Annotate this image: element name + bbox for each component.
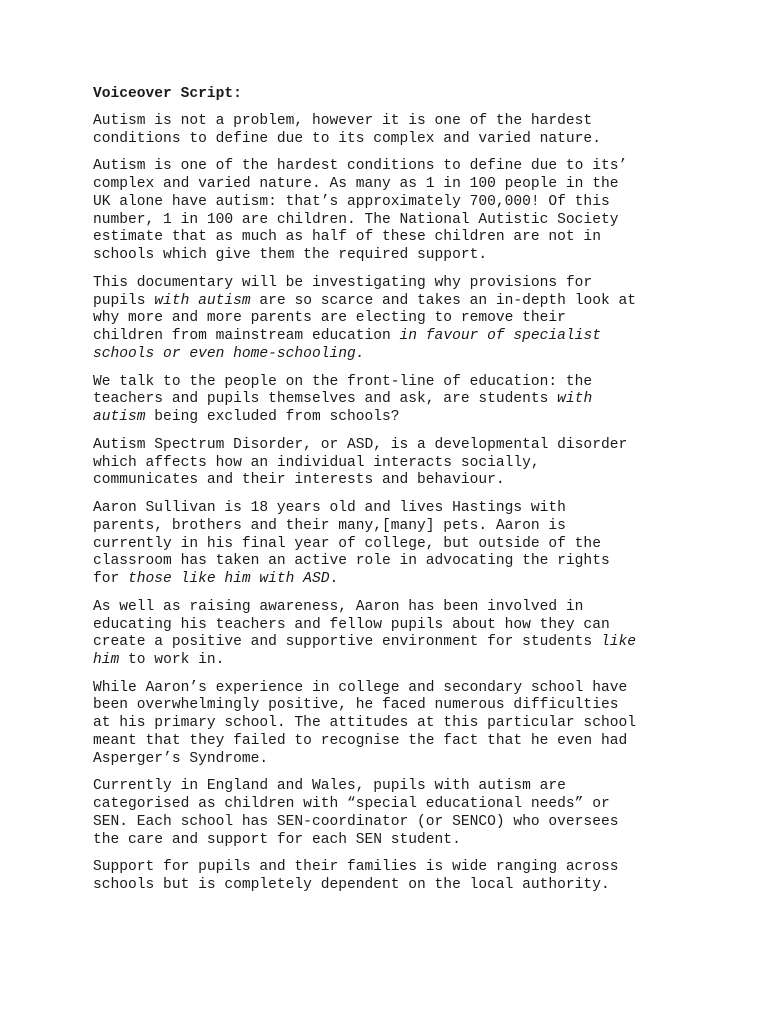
text-line (93, 229, 683, 247)
script-paragraph (93, 275, 683, 364)
text-line (93, 212, 683, 230)
text-line (93, 275, 683, 293)
text-segment: at his primary school. The attitudes at this particular school (93, 715, 636, 732)
text-segment: schools but is completely dependent on the local authority. (93, 877, 610, 894)
text-line (93, 374, 683, 392)
text-segment: educating his teachers and fellow pupils about how they can (93, 616, 610, 633)
text-segment: communicates and their interests and behaviour. (93, 472, 505, 489)
script-paragraph (93, 113, 683, 149)
script-paragraph (93, 437, 683, 490)
script-title: Voiceover Script: (93, 86, 242, 102)
text-segment: categorised as children with “special educational needs” or (93, 796, 610, 813)
italic-text: those like him with ASD (128, 571, 330, 588)
text-segment: been overwhelmingly positive, he faced numerous difficulties (93, 697, 619, 714)
text-segment: which affects how an individual interacts socially, (93, 454, 540, 471)
text-line (93, 518, 683, 536)
text-line (93, 346, 683, 364)
text-line (93, 751, 683, 769)
text-segment: for (93, 571, 129, 588)
text-line (93, 652, 683, 670)
text-segment: classroom has taken an active role in advocating the rights (93, 553, 610, 570)
text-line (93, 113, 683, 131)
text-line (93, 877, 683, 895)
text-line (93, 571, 683, 589)
text-line (93, 634, 683, 652)
text-line (93, 176, 683, 194)
text-line (93, 715, 683, 733)
text-line (93, 796, 683, 814)
text-line (93, 437, 683, 455)
text-line (93, 328, 683, 346)
text-segment: why more and more parents are electing to remove their (93, 310, 566, 327)
text-line (93, 131, 683, 149)
script-paragraph (93, 158, 683, 265)
text-segment: Autism is not a problem, however it is one of the hardest (93, 112, 593, 129)
text-line (93, 293, 683, 311)
script-paragraph (93, 500, 683, 589)
italic-text: schools or even home-schooling. (93, 345, 365, 362)
text-line (93, 733, 683, 751)
text-line (93, 455, 683, 473)
text-segment: Autism is one of the hardest conditions to define due to its’ (93, 158, 628, 175)
text-line (93, 310, 683, 328)
text-line (93, 536, 683, 554)
text-segment: Asperger’s Syndrome. (93, 750, 269, 767)
text-segment: children from mainstream education (93, 328, 400, 345)
text-segment: are so scarce and takes an in-depth look at (250, 292, 636, 309)
text-segment: currently in his final year of college, but outside of the (93, 535, 601, 552)
text-segment: Currently in England and Wales, pupils with autism are (93, 778, 566, 795)
text-segment: Aaron Sullivan is 18 years old and lives Hastings with (93, 499, 566, 516)
text-segment: Autism Spectrum Disorder, or ASD, is a developmental disorder (93, 436, 628, 453)
text-segment: create a positive and supportive environment for students (93, 634, 601, 651)
text-segment: parents, brothers and their many,[many] pets. Aaron is (93, 517, 566, 534)
italic-text: in favour of specialist (399, 328, 601, 345)
text-segment: schools which give them the required support. (93, 247, 488, 264)
italic-text: like (600, 634, 636, 651)
italic-text: with autism (154, 292, 251, 309)
text-segment: pupils (93, 292, 155, 309)
text-line (93, 599, 683, 617)
script-paragraph (93, 778, 683, 849)
text-line (93, 617, 683, 635)
text-segment: meant that they failed to recognise the fact that he even had (93, 733, 628, 750)
text-segment: the care and support for each SEN student. (93, 831, 461, 848)
text-line (93, 500, 683, 518)
text-segment: We talk to the people on the front-line of education: the (93, 373, 593, 390)
text-segment: Support for pupils and their families is wide ranging across (93, 859, 619, 876)
script-paragraph (93, 374, 683, 427)
text-segment: conditions to define due to its complex and varied nature. (93, 130, 601, 147)
text-segment: being excluded from schools? (145, 409, 400, 426)
text-line (93, 472, 683, 490)
italic-text: with (557, 391, 593, 408)
text-line (93, 391, 683, 409)
text-line (93, 680, 683, 698)
text-line (93, 194, 683, 212)
text-segment: This documentary will be investigating why provisions for (93, 274, 593, 291)
text-segment: complex and varied nature. As many as 1 in 100 people in the (93, 175, 619, 192)
text-line (93, 409, 683, 427)
text-segment: to work in. (119, 652, 225, 669)
text-line (93, 247, 683, 265)
text-segment: While Aaron’s experience in college and secondary school have (93, 679, 628, 696)
text-segment: SEN. Each school has SEN-coordinator (or SENCO) who oversees (93, 814, 619, 831)
text-line (93, 697, 683, 715)
text-line (93, 778, 683, 796)
script-content (93, 86, 683, 905)
italic-text: him (93, 652, 120, 669)
script-body (93, 113, 683, 895)
text-line (93, 158, 683, 176)
text-line (93, 814, 683, 832)
script-paragraph (93, 680, 683, 769)
text-segment: estimate that as much as half of these children are not in (93, 229, 601, 246)
text-segment: teachers and pupils themselves and ask, are students (93, 391, 558, 408)
text-segment: As well as raising awareness, Aaron has been involved in (93, 598, 584, 615)
script-paragraph (93, 859, 683, 895)
text-line (93, 553, 683, 571)
text-segment: . (329, 571, 339, 588)
text-line (93, 859, 683, 877)
text-line (93, 832, 683, 850)
script-paragraph (93, 599, 683, 670)
text-segment: UK alone have autism: that’s approximately 700,000! Of this (93, 193, 610, 210)
italic-text: autism (93, 409, 146, 426)
text-segment: number, 1 in 100 are children. The National Autistic Society (93, 211, 619, 228)
